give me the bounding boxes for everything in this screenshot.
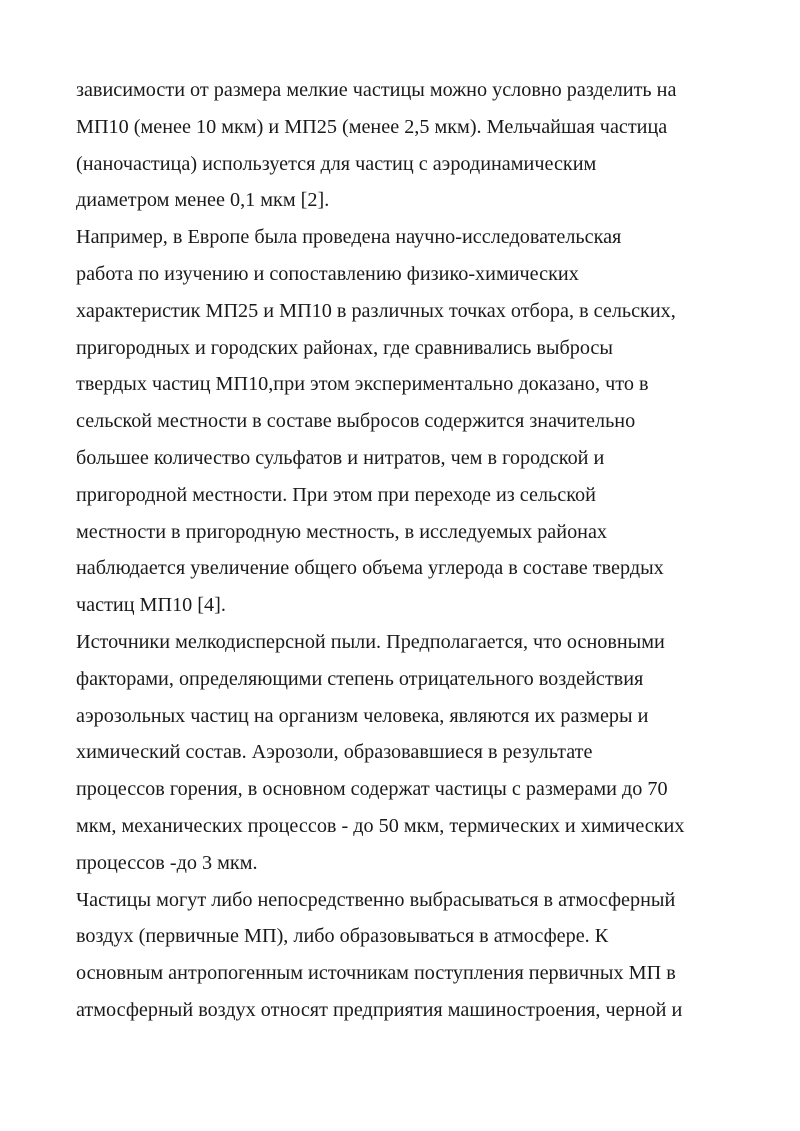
text-line: твердых частиц МП10,при этом экспериментально доказано, что в [76, 373, 649, 396]
text-line: большее количество сульфатов и нитратов, чем в городской и [76, 446, 605, 469]
text-line: химический состав. Аэрозоли, образовавшиеся в результате [76, 741, 593, 764]
text-line: Источники мелкодисперсной пыли. Предполагается, что основными [76, 630, 665, 653]
text-line: частиц МП10 [4]. [76, 594, 226, 617]
text-line: факторами, определяющими степень отрицательного воздействия [76, 667, 644, 690]
text-line: местности в пригородную местность, в исследуемых районах [76, 520, 608, 543]
text-line: мкм, механических процессов - до 50 мкм, термических и химических [76, 814, 685, 837]
text-line: пригородных и городских районах, где сравнивались выбросы [76, 336, 613, 359]
text-line: Частицы могут либо непосредственно выбрасываться в атмосферный [76, 888, 676, 911]
text-line: аэрозольных частиц на организм человека, являются их размеры и [76, 704, 649, 727]
text-line: воздух (первичные МП), либо образовываться в атмосфере. К [76, 925, 609, 948]
text-line: атмосферный воздух относят предприятия машиностроения, черной и [76, 998, 683, 1021]
text-line: МП10 (менее 10 мкм) и МП25 (менее 2,5 мкм). Мельчайшая частица [76, 115, 668, 138]
text-line: диаметром менее 0,1 мкм [2]. [76, 189, 330, 212]
text-line: зависимости от размера мелкие частицы можно условно разделить на [76, 79, 677, 101]
text-line: характеристик МП25 и МП10 в различных точках отбора, в сельских, [76, 299, 676, 322]
text-line: пригородной местности. При этом при переходе из сельской [76, 483, 596, 506]
text-line: процессов горения, в основном содержат частицы с размерами до 70 [76, 778, 668, 801]
text-line: работа по изучению и сопоставлению физико-химических [76, 262, 579, 285]
body-text [76, 72, 736, 1029]
text-line: процессов -до 3 мкм. [76, 851, 258, 874]
text-line: наблюдается увеличение общего объема углерода в составе твердых [76, 557, 664, 580]
text-line: сельской местности в составе выбросов содержится значительно [76, 410, 636, 433]
text-line: Например, в Европе была проведена научно-исследовательская [76, 226, 622, 249]
text-line: (наночастица) используется для частиц с аэродинамическим [76, 152, 597, 175]
text-line: основным антропогенным источникам поступления первичных МП в [76, 962, 676, 985]
